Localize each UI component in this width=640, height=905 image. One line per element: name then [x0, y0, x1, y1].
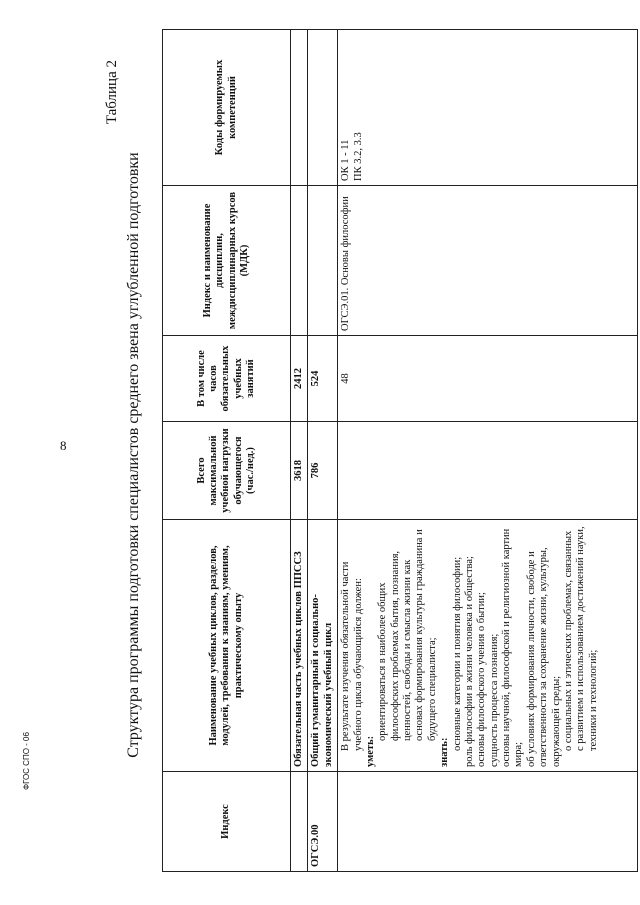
- program-structure-table: [162, 29, 638, 872]
- rotated-page-content: [100, 30, 615, 880]
- cell-total: 3618: [291, 422, 308, 520]
- umet-item: ориентироваться в наиболее общих философских проблемах бытия, познания, ценностей, свободы и смысла жизни как основах формирования культуры гражданина и будущего специалиста;: [377, 529, 438, 741]
- requirements-intro: В результате изучения обязательной части учебного цикла обучающийся должен:: [340, 561, 364, 751]
- cell-mandatory: 2412: [291, 336, 308, 422]
- cell-index: ОГСЭ.00: [308, 772, 338, 872]
- cell-mandatory: 48: [338, 336, 638, 422]
- header-discipline: Индекс и наименование дисциплин, междисциплинарных курсов (МДК): [163, 186, 291, 336]
- competencies-pk: ПК 3.2, 3.3: [352, 132, 364, 181]
- znat-item: сущность процесса познания;: [488, 633, 500, 767]
- header-competencies: Коды формируемых компетенций: [163, 30, 291, 186]
- cell-competencies: [308, 30, 338, 186]
- header-index: Индекс: [163, 772, 291, 872]
- table-row: [308, 30, 338, 872]
- cell-total: 786: [308, 422, 338, 520]
- znat-label: знать:: [439, 737, 451, 767]
- znat-item: роль философии в жизни человека и общества;: [463, 556, 475, 767]
- page-number: 8: [60, 438, 67, 453]
- cell-competencies: [338, 30, 638, 186]
- cell-competencies: [291, 30, 308, 186]
- table-header-row: [163, 30, 291, 872]
- cell-mandatory: 524: [308, 336, 338, 422]
- table-label: Таблица 2: [104, 60, 120, 125]
- cell-name: Обязательная часть учебных циклов ППССЗ: [291, 520, 308, 772]
- cell-discipline: ОГСЭ.01. Основы философии: [338, 186, 638, 336]
- znat-item: основы философского учения о бытии;: [476, 592, 488, 767]
- header-name: Наименование учебных циклов, разделов, модулей, требования к знаниям, умениям, практическому опыту: [163, 520, 291, 772]
- cell-discipline: [308, 186, 338, 336]
- header-mandatory: В том числе часов обязательных учебных занятий: [163, 336, 291, 422]
- znat-item: об условиях формирования личности, свободе и ответственности за сохранение жизни, культуры, окружающей среды;: [525, 547, 562, 767]
- cell-index: [291, 772, 308, 872]
- cell-index: [338, 772, 638, 872]
- footer-code: ФГОС СПО - 06: [22, 732, 31, 790]
- znat-item: основные категории и понятия философии;: [451, 556, 463, 751]
- table-row: [338, 30, 638, 872]
- competencies-ok: ОК 1 - 11: [340, 139, 352, 181]
- page-title: Структура программы подготовки специалистов среднего звена углубленной подготовки: [125, 152, 142, 758]
- cell-name: Общий гуманитарный и социально-экономический учебный цикл: [308, 520, 338, 772]
- umet-label: уметь:: [364, 735, 376, 767]
- znat-item: о социальных и этических проблемах, связанных с развитием и использованием достижений науки, техники и технологий;: [562, 526, 599, 751]
- znat-item: основы научной, философской и религиозной картин мира;: [501, 528, 525, 767]
- header-total: Всего максимальной учебной нагрузки обучающегося (час./нед.): [163, 422, 291, 520]
- cell-discipline: [291, 186, 308, 336]
- cell-total: [338, 422, 638, 520]
- table-row: [291, 30, 308, 872]
- cell-requirements: [338, 520, 638, 772]
